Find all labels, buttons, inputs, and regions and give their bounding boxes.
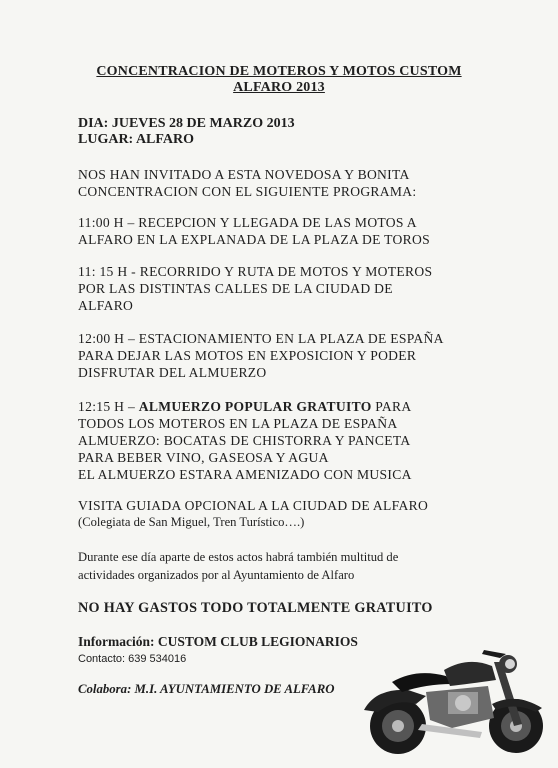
- text-line: CONCENTRACION CON EL SIGUIENTE PROGRAMA:: [78, 184, 417, 199]
- text-line: 11:00 H – RECEPCION Y LLEGADA DE LAS MOTOS A: [78, 215, 417, 230]
- text-line: ALFARO EN LA EXPLANADA DE LA PLAZA DE TOROS: [78, 232, 431, 247]
- contact-line: Contacto: 639 534016: [78, 653, 187, 665]
- text-line: Durante ese día aparte de estos actos habrá también multitud de: [78, 550, 399, 564]
- title-line: ALFARO 2013: [233, 80, 325, 95]
- event-date: DIA: JUEVES 28 DE MARZO 2013: [78, 116, 295, 131]
- text-line: 11: 15 H - RECORRIDO Y RUTA DE MOTOS Y MOTEROS: [78, 264, 433, 279]
- text-line: TODOS LOS MOTEROS EN LA PLAZA DE ESPAÑA: [78, 416, 398, 431]
- text-line: DISFRUTAR DEL ALMUERZO: [78, 365, 267, 380]
- text-line: PARA BEBER VINO, GASEOSA Y AGUA: [78, 450, 329, 465]
- page-title: [40, 64, 518, 96]
- colabora-line: Colabora: M.I. AYUNTAMIENTO DE ALFARO: [78, 682, 335, 696]
- lunch-time: 12:15 H –: [78, 399, 139, 414]
- program-item-lunch: [78, 398, 498, 483]
- text-line: actividades organizados por al Ayuntamiento de Alfaro: [78, 568, 355, 582]
- notice-paragraph: [78, 548, 498, 584]
- text-line: NOS HAN INVITADO A ESTA NOVEDOSA Y BONITA: [78, 167, 410, 182]
- intro-paragraph: [78, 166, 498, 200]
- text-line: EL ALMUERZO ESTARA AMENIZADO CON MUSICA: [78, 467, 412, 482]
- info-line: Información: CUSTOM CLUB LEGIONARIOS: [78, 634, 358, 649]
- program-item-reception: [78, 214, 498, 248]
- free-banner: NO HAY GASTOS TODO TOTALMENTE GRATUITO: [78, 600, 433, 616]
- lunch-heading-line: [78, 398, 498, 415]
- program-item-visit: [78, 497, 498, 531]
- text-line: ALMUERZO: BOCATAS DE CHISTORRA Y PANCETA: [78, 433, 411, 448]
- text-line: VISITA GUIADA OPCIONAL A LA CIUDAD DE ALFARO: [78, 498, 429, 513]
- program-item-parking: [78, 330, 498, 381]
- text-line: (Colegiata de San Miguel, Tren Turístico….): [78, 515, 305, 529]
- text-line: 12:00 H – ESTACIONAMIENTO EN LA PLAZA DE ESPAÑA: [78, 331, 444, 346]
- title-line: CONCENTRACION DE MOTEROS Y MOTOS CUSTOM: [96, 64, 462, 79]
- text-line: ALFARO: [78, 298, 134, 313]
- program-item-route: [78, 263, 498, 314]
- event-place: LUGAR: ALFARO: [78, 132, 195, 147]
- text-line: POR LAS DISTINTAS CALLES DE LA CIUDAD DE: [78, 281, 393, 296]
- lunch-highlight: ALMUERZO POPULAR GRATUITO: [138, 399, 372, 414]
- event-meta: [78, 116, 295, 148]
- lunch-rest: PARA: [371, 399, 412, 414]
- motorcycle-icon: [356, 632, 552, 760]
- text-line: PARA DEJAR LAS MOTOS EN EXPOSICION Y PODER: [78, 348, 417, 363]
